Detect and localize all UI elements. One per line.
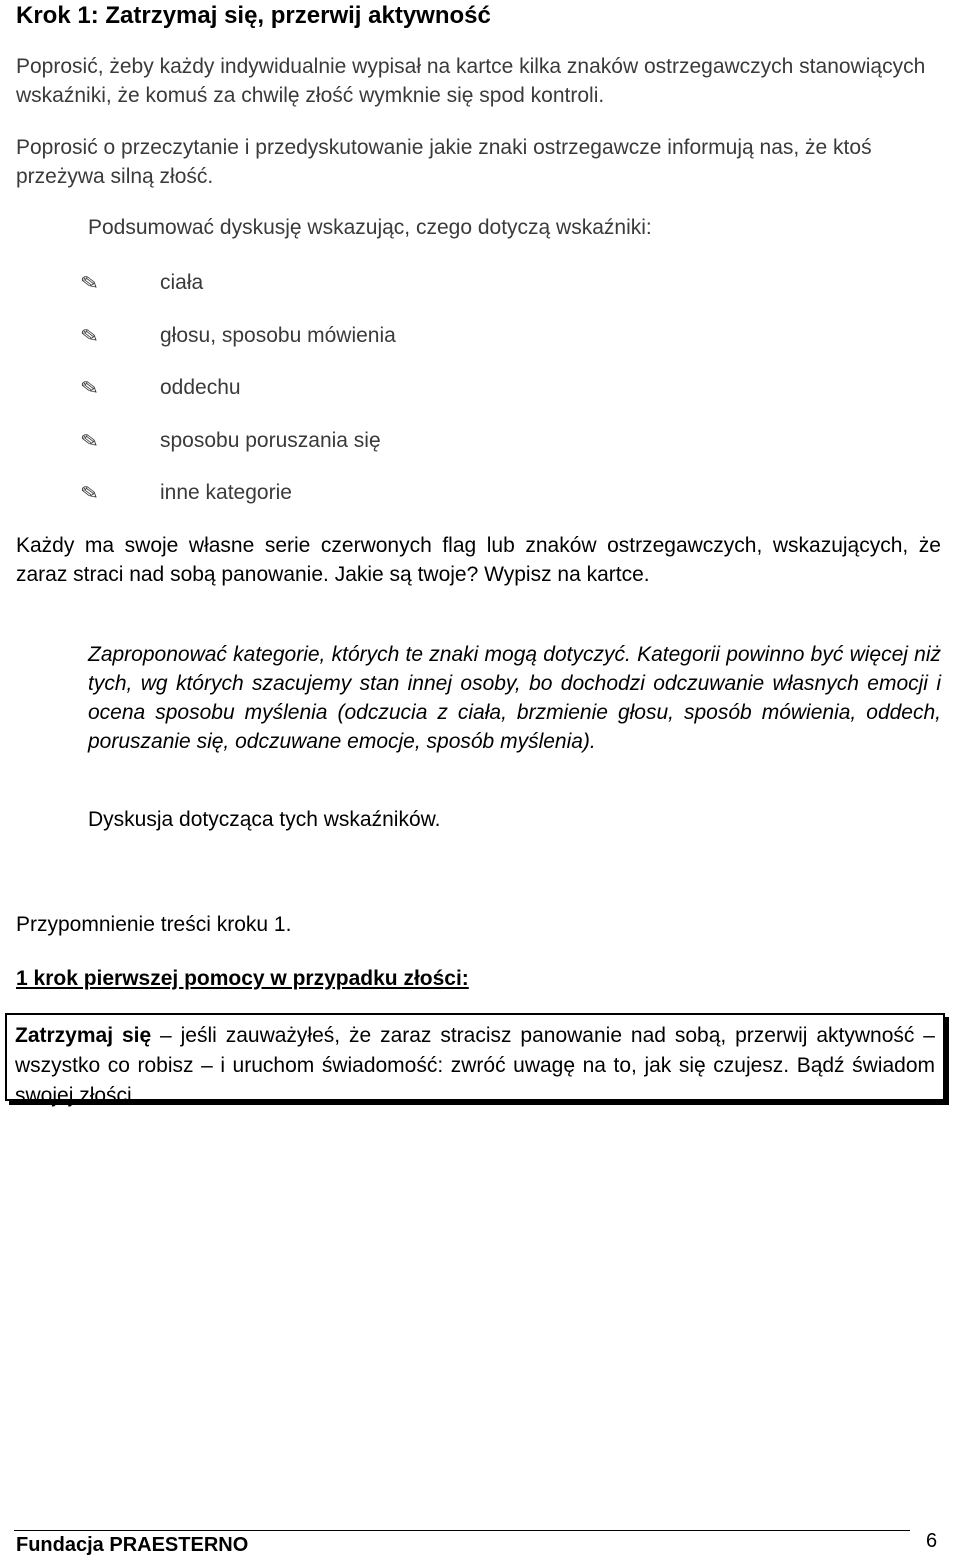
paragraph-red-flags: Każdy ma swoje własne serie czerwonych flag lub znaków ostrzegawczych, wskazujących, że zaraz straci nad sobą panowanie. Jakie są twoje? Wypisz na kartce. [16, 534, 941, 586]
paragraph-summary-intro: Podsumować dyskusję wskazując, czego dotyczą wskaźniki: [88, 216, 652, 239]
list-item [79, 371, 396, 405]
list-item [79, 319, 396, 353]
pencil-icon: ✎ [79, 430, 100, 451]
list-item-label: oddechu [160, 376, 241, 399]
footer-divider [14, 1530, 910, 1531]
page-number: 6 [926, 1530, 938, 1552]
paragraph-discussion: Dyskusja dotycząca tych wskaźników. [88, 808, 441, 831]
page-title: Krok 1: Zatrzymaj się, przerwij aktywność [16, 2, 491, 29]
list-item-label: głosu, sposobu mówienia [160, 323, 396, 347]
pencil-icon: ✎ [79, 273, 100, 293]
list-item [79, 424, 396, 458]
list-item-label: ciała [160, 271, 204, 294]
list-item-label: sposobu poruszania się [160, 428, 381, 452]
step-summary-box [5, 1013, 945, 1107]
indicator-list [79, 266, 396, 529]
list-item-label: inne kategorie [160, 481, 292, 504]
section-subheading: 1 krok pierwszej pomocy w przypadku złości: [16, 967, 469, 990]
step-description: – jeśli zauważyłeś, że zaraz stracisz panowanie nad sobą, przerwij aktywność – wszystko co robisz – i uruchom świadomość: zwróć uwagę na to, jak się czujesz. Bądź świadom swojej złości [15, 1024, 935, 1107]
pencil-icon: ✎ [79, 378, 100, 398]
list-item [79, 266, 396, 300]
pencil-icon: ✎ [79, 325, 100, 346]
paragraph-reminder: Przypomnienie treści kroku 1. [16, 913, 292, 936]
pencil-icon: ✎ [79, 483, 100, 503]
paragraph-instruction-2: Poprosić o przeczytanie i przedyskutowanie jakie znaki ostrzegawcze informują nas, że ktoś przeżywa silną złość. [16, 136, 872, 188]
step-name: Zatrzymaj się [15, 1024, 152, 1047]
list-item [79, 476, 396, 510]
paragraph-instruction-1: Poprosić, żeby każdy indywidualnie wypisał na kartce kilka znaków ostrzegawczych stanowiących wskaźniki, że komuś za chwilę złość wymknie się spod kontroli. [16, 55, 926, 107]
paragraph-categories: Zaproponować kategorie, których te znaki mogą dotyczyć. Kategorii powinno być więcej niż tych, wg których szacujemy stan innej osoby, bo dochodzi odczuwanie własnych emocji i ocena sposobu myślenia (odczucia z ciała, brzmienie głosu, sposób mówienia, oddech, poruszanie się, odczuwane emocje, sposób myślenia). [88, 643, 941, 753]
footer-organization: Fundacja PRAESTERNO [16, 1534, 249, 1556]
